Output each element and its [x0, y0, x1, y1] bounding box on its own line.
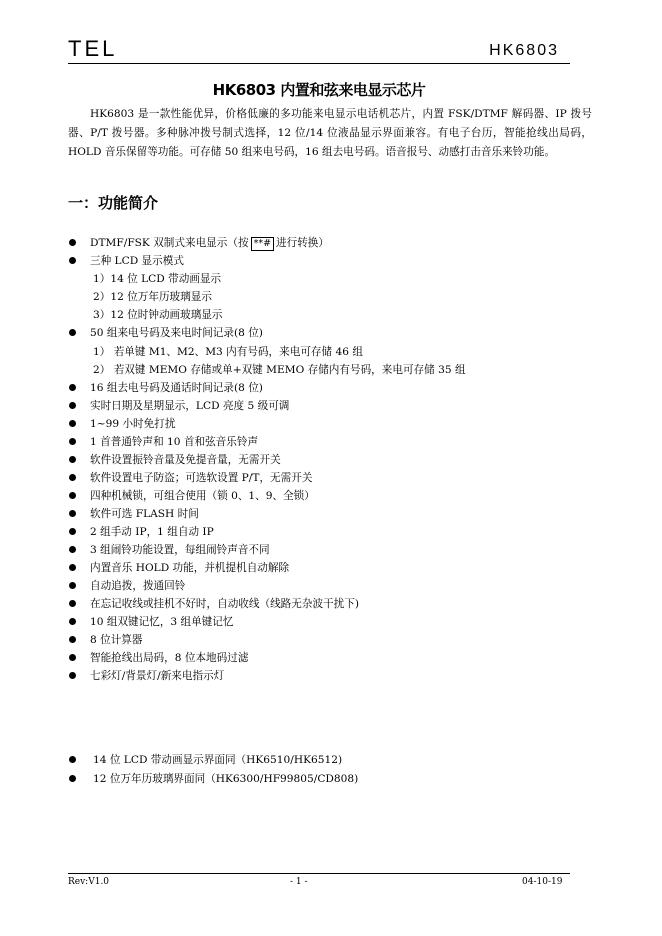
list-item: 七彩灯/背景灯/新来电指示灯: [90, 670, 225, 682]
header-rule: [68, 63, 570, 64]
list-item: 智能抢线出局码，8 位本地码过滤: [90, 652, 249, 664]
bullet-icon: [69, 510, 76, 517]
bullet-icon: [69, 654, 76, 661]
list-item: 实时日期及星期显示，LCD 亮度 5 级可调: [90, 400, 290, 412]
bullet-icon: [69, 600, 76, 607]
list-item: 三种 LCD 显示模式: [90, 255, 184, 267]
list-item: 内置音乐 HOLD 功能，并机提机自动解除: [90, 562, 290, 574]
bullet-icon: [69, 329, 76, 336]
bullet-icon: [69, 775, 76, 782]
list-subitem: 2） 若双键 MEMO 存储或单+双键 MEMO 存储内有号码，来电可存储 35 组: [93, 364, 466, 376]
panel-item: 12 位万年历玻璃界面同（HK6300/HF99805/CD808): [93, 773, 359, 785]
header-brand: TEL: [68, 36, 118, 61]
list-item: 16 组去电号码及通话时间记录(8 位): [90, 382, 263, 394]
bullet-icon: [69, 402, 76, 409]
list-subitem: 2）12 位万年历玻璃显示: [93, 291, 212, 303]
bullet-icon: [69, 474, 76, 481]
bullet-icon: [69, 582, 76, 589]
bullet-icon: [69, 420, 76, 427]
key-label: **#: [251, 237, 274, 251]
bullet-icon: [69, 384, 76, 391]
list-item: 自动追拨，拨通回铃: [90, 580, 186, 592]
list-item: 在忘记收线或挂机不好时，自动收线（线路无杂波干扰下): [90, 598, 359, 610]
list-item: 四种机械锁，可组合使用（锁 0、1、9、全锁）: [90, 490, 315, 502]
footer-date: 04-10-19: [522, 877, 563, 887]
footer-rule: [68, 873, 570, 874]
bullet-icon: [69, 528, 76, 535]
bullet-icon: [69, 492, 76, 499]
intro-text: HK6803 是一款性能优异，价格低廉的多功能来电显示电话机芯片，内置 FSK/DTMF 解码器、IP 拨号器、P/T 拨号器。多种脉冲拨号制式选择，12 位/14 位液晶显示界面兼容。有电子台历，智能抢线出局码，HOLD 音乐保留等功能。可存储 50 组来电号码，16 组去电号码。语音报号、动感打击音乐来铃功能。: [68, 108, 592, 158]
intro-paragraph: [68, 105, 592, 162]
list-item: 1~99 小时免打扰: [90, 418, 176, 430]
list-item: 3 组闹铃功能设置，每组闹铃声音不同: [90, 544, 270, 556]
footer-revision: Rev:V1.0: [68, 877, 110, 887]
bullet-icon: [69, 438, 76, 445]
bullet-icon: [69, 239, 76, 246]
footer-page-number: - 1 -: [290, 877, 308, 887]
list-item: DTMF/FSK 双制式来电显示（按 **# 进行转换）: [90, 237, 329, 249]
list-item: 软件设置电子防盗；可选软设置 P/T，无需开关: [90, 472, 313, 484]
list-item: 软件设置振铃音量及免提音量，无需开关: [90, 454, 281, 466]
section-heading: 一：功能简介: [68, 194, 159, 212]
list-item: 软件可选 FLASH 时间: [90, 508, 199, 520]
list-subitem: 1）14 位 LCD 带动画显示: [93, 273, 222, 285]
list-item: 50 组来电号码及来电时间记录(8 位): [90, 327, 263, 339]
bullet-icon: [69, 456, 76, 463]
document-title: HK6803 内置和弦来电显示芯片: [212, 81, 426, 99]
bullet-icon: [69, 618, 76, 625]
header-model: HK6803: [489, 42, 559, 59]
list-subitem: 1） 若单键 M1、M2、M3 内有号码，来电可存储 46 组: [93, 346, 363, 358]
bullet-icon: [69, 672, 76, 679]
bullet-icon: [69, 564, 76, 571]
list-subitem: 3）12 位时钟动画玻璃显示: [93, 309, 223, 321]
bullet-icon: [69, 546, 76, 553]
bullet-icon: [69, 636, 76, 643]
panel-item: 14 位 LCD 带动画显示界面同（HK6510/HK6512): [93, 754, 343, 766]
list-item: 10 组双键记忆，3 组单键记忆: [90, 616, 234, 628]
list-item: 8 位计算器: [90, 634, 143, 646]
bullet-icon: [69, 257, 76, 264]
bullet-icon: [69, 756, 76, 763]
list-item: 2 组手动 IP，1 组自动 IP: [90, 526, 214, 538]
list-item: 1 首普通铃声和 10 首和弦音乐铃声: [90, 436, 259, 448]
